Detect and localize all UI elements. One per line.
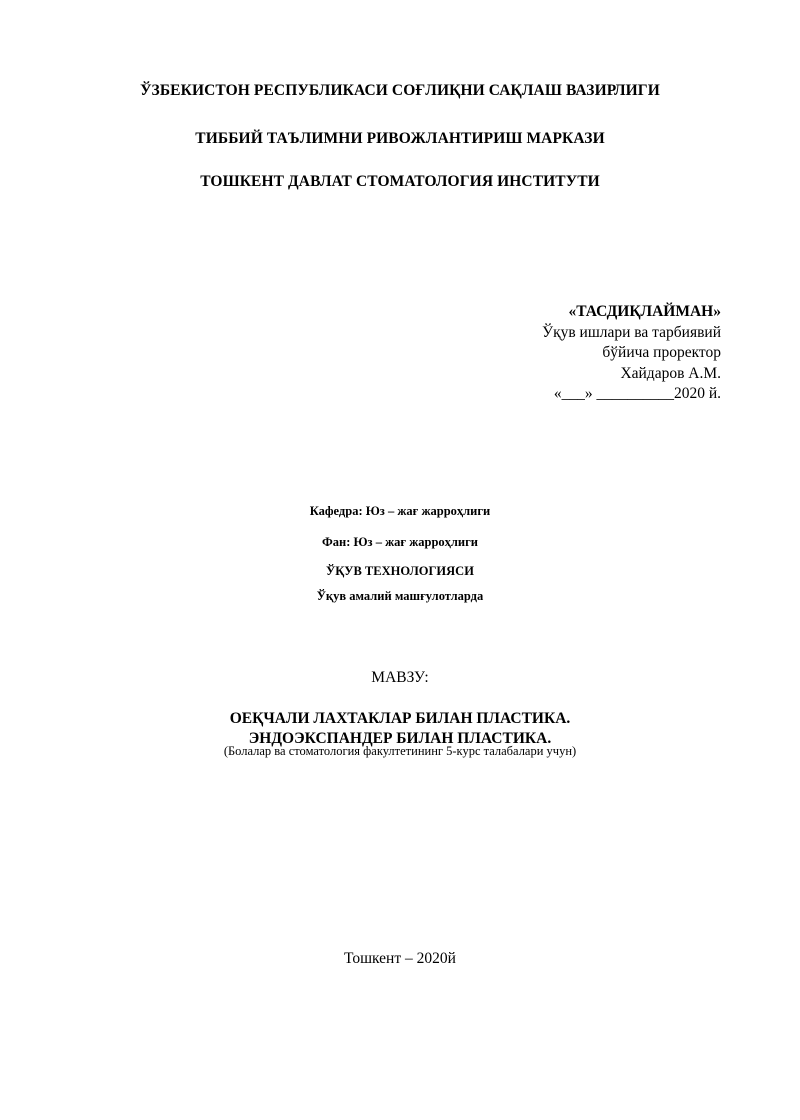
approval-line-2: бўйича проректор [602, 344, 721, 362]
audience-note: (Болалар ва стоматология факултетининг 5-курс талабалари учун) [223, 744, 577, 758]
approval-date: «___» __________2020 й. [553, 385, 721, 403]
topic-title-line-1: ОЕҚЧАЛИ ЛАХТАКЛАР БИЛАН ПЛАСТИКА. [229, 710, 571, 727]
city-year: Тошкент – 2020й [344, 950, 456, 967]
topic-label: МАВЗУ: [371, 669, 429, 686]
ministry-title: ЎЗБЕКИСТОН РЕСПУБЛИКАСИ СОҒЛИҚНИ САҚЛАШ ВАЗИРЛИГИ [140, 82, 660, 99]
subject-label: Фан: Юз – жағ жарроҳлиги [322, 535, 478, 549]
technology-heading: ЎҚУВ ТЕХНОЛОГИЯСИ [326, 564, 474, 578]
topic-title-line-2: ЭНДОЭКСПАНДЕР БИЛАН ПЛАСТИКА. [248, 729, 552, 747]
topic-title [0, 709, 800, 748]
center-title: ТИББИЙ ТАЪЛИМНИ РИВОЖЛАНТИРИШ МАРКАЗИ [195, 130, 605, 147]
approval-block [542, 302, 721, 405]
institute-title: ТОШКЕНТ ДАВЛАТ СТОМАТОЛОГИЯ ИНСТИТУТИ [200, 173, 600, 190]
approval-line-1: Ўқув ишлари ва тарбиявий [542, 323, 721, 341]
department-label: Кафедра: Юз – жағ жарроҳлиги [309, 504, 491, 518]
approval-heading: «ТАСДИҚЛАЙМАН» [568, 303, 721, 320]
approver-name: Хайдаров А.М. [620, 364, 721, 382]
lessons-label: Ўқув амалий машғулотларда [316, 589, 484, 603]
